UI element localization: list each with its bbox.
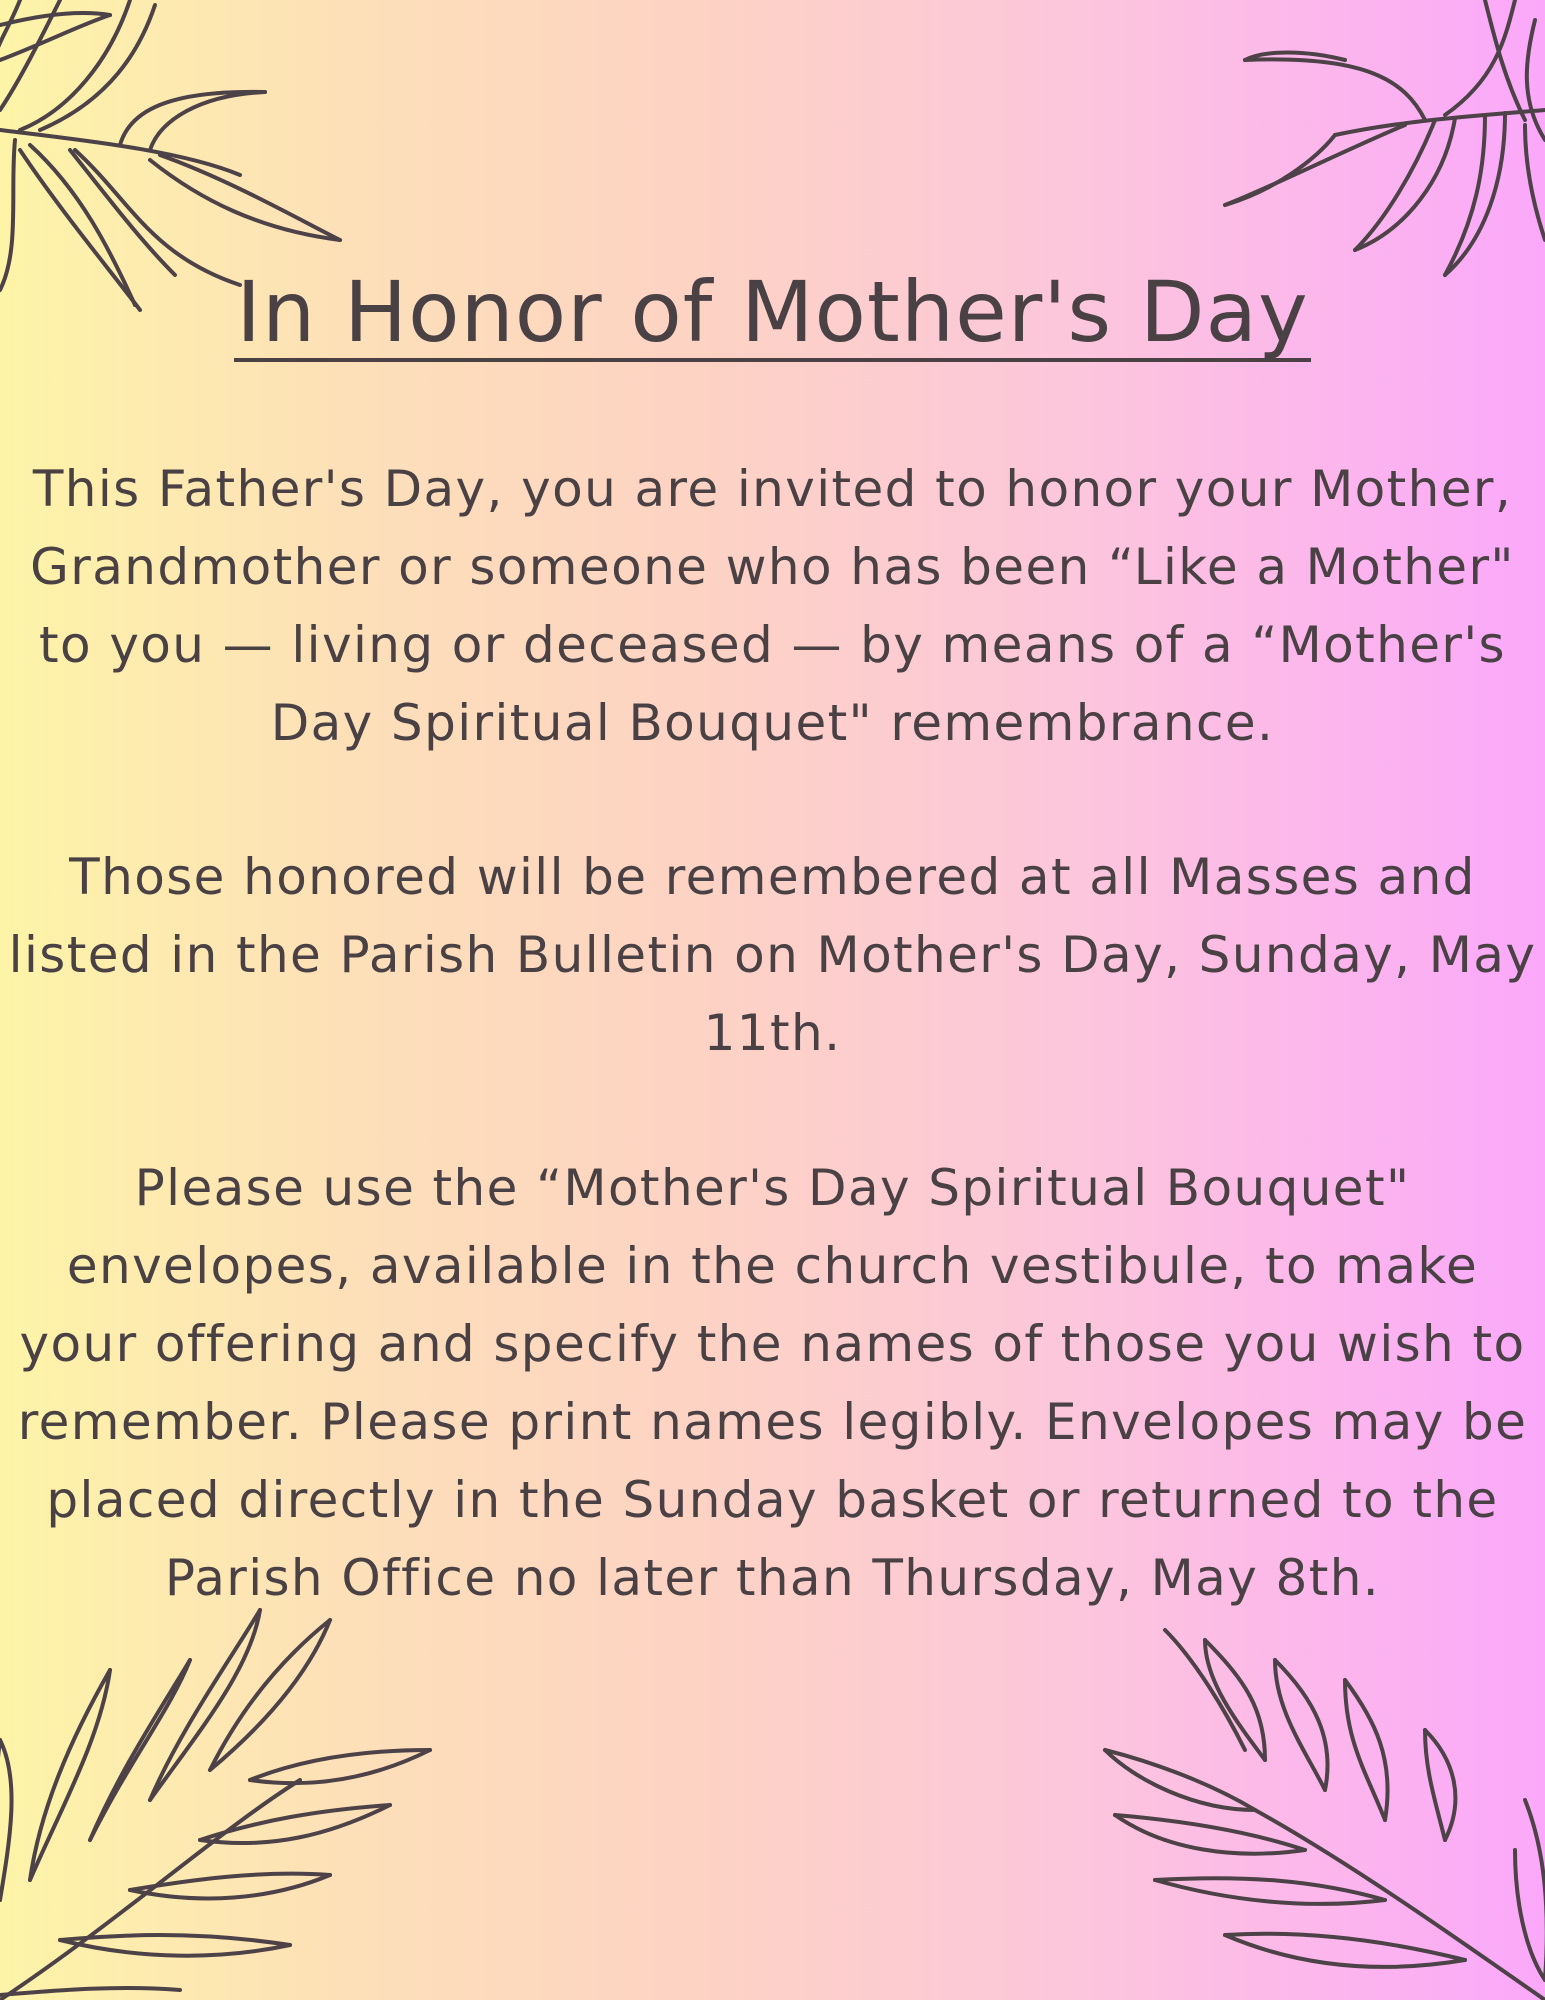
paragraph-instructions: Please use the “Mother's Day Spiritual Bouquet" envelopes, available in the church vestibule, to make your offering and specify the names of those you wish to remember. Please print names legibly. Envelopes may be placed directly in the Sunday basket or returned to the Parish Office no later than Thursday, May 8th. bbox=[17, 1159, 1528, 1607]
leaf-branch-bottom-right bbox=[1085, 1600, 1545, 2000]
leaf-branch-top-right bbox=[1205, 0, 1545, 290]
leaf-branch-bottom-left bbox=[0, 1600, 460, 2000]
paragraph-invitation: This Father's Day, you are invited to honor your Mother, Grandmother or someone who has been “Like a Mother" to you — living or deceased — by means of a “Mother's Day Spiritual Bouquet" remembrance. bbox=[30, 460, 1515, 752]
page-title-text: In Honor of Mother's Day bbox=[236, 263, 1309, 361]
paragraph-remembrance: Those honored will be remembered at all Masses and listed in the Parish Bulletin on Mother's Day, Sunday, May 11th. bbox=[8, 848, 1537, 1062]
page-title bbox=[0, 262, 1545, 362]
